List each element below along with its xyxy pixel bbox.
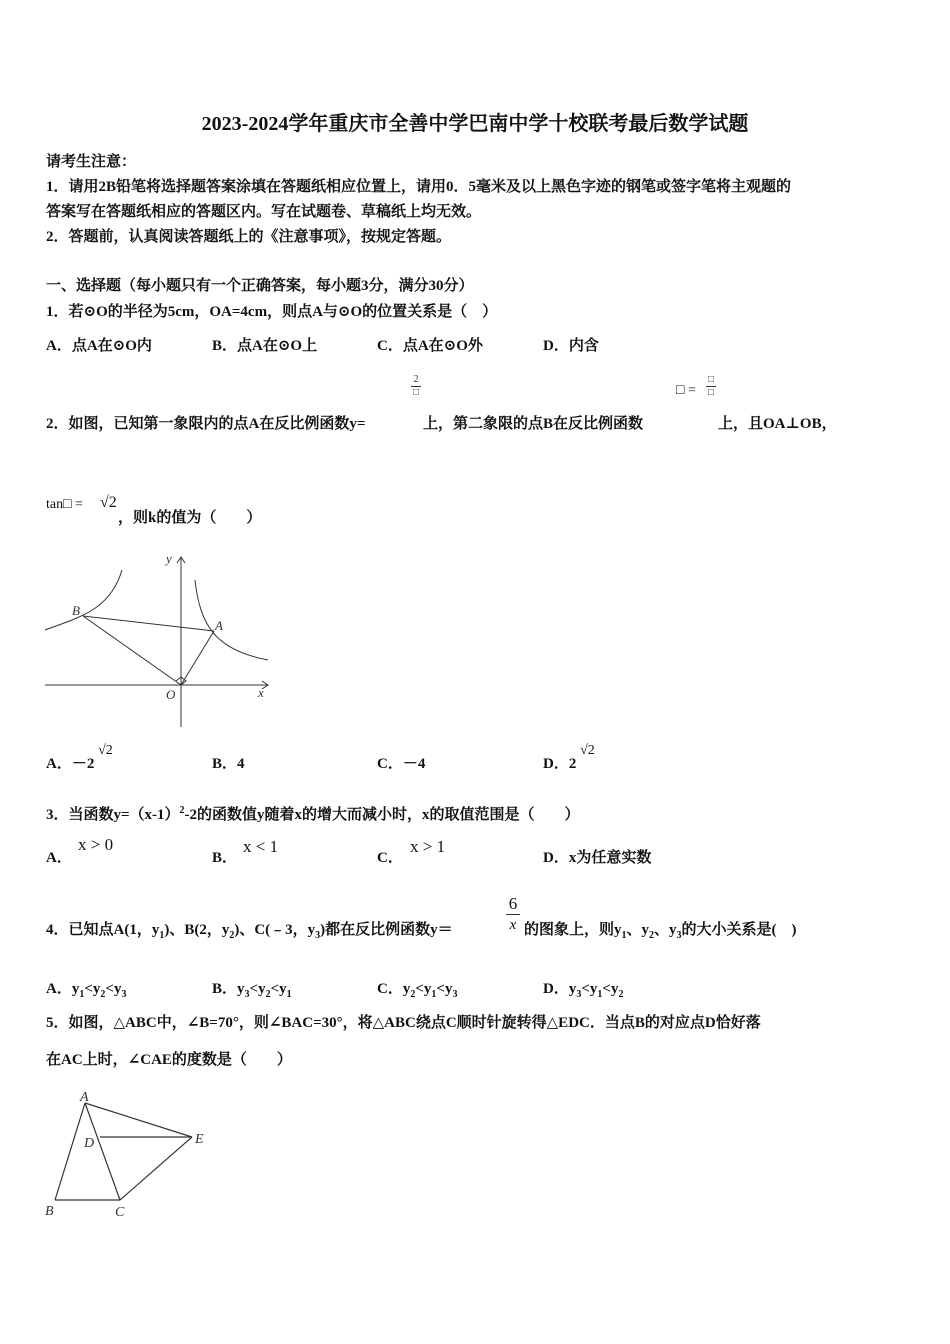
q4-opt-b-lt1: <y — [249, 981, 266, 997]
q3-option-c-label: C． — [377, 850, 403, 866]
q3-stem-b: -2的函数值y随着x的增大而减小时，x的取值范围是（ ） — [184, 807, 580, 823]
q4-text-d: )都在反比例函数y＝ — [320, 922, 453, 938]
q4-opt-c-lt1: <y — [415, 981, 432, 997]
q4-opt-a-lt2: <y — [105, 981, 122, 997]
segment-ob — [83, 616, 181, 685]
q4-text-c: )、C(﹣3，y — [234, 922, 316, 938]
page-title: 2023-2024学年重庆市全善中学巴南中学十校联考最后数学试题 — [201, 113, 749, 135]
q4-option-c — [377, 979, 457, 1005]
q3-option-c-math: x > 1 — [410, 837, 446, 856]
q2-frac1 — [411, 374, 421, 399]
curve-a — [195, 580, 268, 660]
q1-stem: 1．若⊙O的半径为5cm，OA=4cm，则点A与⊙O的位置关系是（ ） — [46, 304, 498, 320]
q2-option-a-sqrt: √2 — [98, 743, 113, 758]
q1-option-b: B．点A在⊙O上 — [212, 338, 318, 354]
q1-option-c: C．点A在⊙O外 — [377, 338, 483, 354]
q4-opt-c-sub2: 1 — [431, 989, 437, 1000]
notice-heading: 请考生注意： — [46, 154, 137, 170]
q4-opt-d-lt2: <y — [602, 981, 619, 997]
segment-ab — [83, 616, 214, 631]
q4-frac-den: x — [509, 917, 517, 933]
q1-option-d: D．内含 — [543, 338, 599, 354]
q2-option-d-label: D．2 — [543, 756, 577, 772]
q4-opt-a-y1: A．y — [46, 981, 80, 997]
q4-text-e: 的图象上，则y — [524, 922, 622, 938]
q2-option-a — [46, 743, 113, 775]
q2-frac2-den: □ — [707, 387, 715, 398]
q2-sqrt: √2 — [100, 494, 117, 511]
q2-stem-c: 上，且OA⊥OB， — [718, 416, 837, 432]
q5-figure — [40, 1085, 220, 1220]
q2-frac1-den: □ — [412, 387, 420, 398]
q4-sub-2: 2 — [229, 930, 235, 941]
segment-ae — [85, 1103, 192, 1137]
q2-figure — [40, 545, 275, 730]
q4-opt-b-sub2: 2 — [265, 989, 271, 1000]
q4-opt-a-sub3: 3 — [121, 989, 127, 1000]
q2-eq2-lhs: □ = — [676, 383, 696, 398]
point-b-label: B — [45, 1204, 54, 1219]
q4-stem-left — [46, 920, 453, 946]
q4-text-a: 4．已知点A(1，y — [46, 922, 160, 938]
q4-option-b — [212, 979, 292, 1005]
q4-option-a — [46, 979, 126, 1005]
point-b-label: B — [72, 603, 80, 618]
q4-opt-c-y1: C．y — [377, 981, 411, 997]
q4-text-h: 的大小关系是( ) — [681, 922, 797, 938]
q4-opt-b-sub1: 3 — [244, 989, 250, 1000]
q4-opt-d-lt1: <y — [581, 981, 598, 997]
q4-text-f: 、y — [626, 922, 650, 938]
point-a-label: A — [80, 1090, 89, 1105]
q4-opt-d-sub3: 2 — [618, 989, 624, 1000]
q4-stem-right — [524, 920, 797, 946]
segment-ac — [85, 1103, 120, 1200]
q2-frac2-num: □ — [707, 374, 715, 385]
q2-option-c: C．－4 — [377, 756, 426, 772]
q4-sub-3: 3 — [315, 930, 321, 941]
q4-opt-c-lt2: <y — [436, 981, 453, 997]
q4-frac-num: 6 — [508, 894, 518, 913]
notice-line-1: 1．请用2B铅笔将选择题答案涂填在答题纸相应位置上，请用0．5毫米及以上黑色字迹的钢笔或签字笔将主观题的 — [46, 179, 792, 195]
q2-frac2 — [706, 374, 716, 399]
q3-exponent: 2 — [179, 805, 185, 816]
q4-sub-2b: 2 — [649, 930, 655, 941]
q5-stem-line-1: 5．如图，△ABC中，∠B=70°，则∠BAC=30°，将△ABC绕点C顺时针旋转得△EDC．当点B的对应点D恰好落 — [46, 1015, 761, 1031]
q2-stem-b: 上，第二象限的点B在反比例函数 — [423, 416, 644, 432]
notice-line-2: 答案写在答题纸相应的答题区内。写在试题卷、草稿纸上均无效。 — [46, 204, 482, 220]
q4-sub-1b: 1 — [621, 930, 627, 941]
q4-opt-d-sub1: 3 — [576, 989, 582, 1000]
q3-option-a-label: A． — [46, 850, 72, 866]
q3-option-b-label: B． — [212, 850, 238, 866]
point-d-label: D — [84, 1136, 95, 1151]
q2-tan-expr: tan□ = — [46, 497, 83, 512]
q4-text-g: 、y — [654, 922, 677, 938]
q4-opt-b-lt2: <y — [270, 981, 287, 997]
q4-opt-a-lt1: <y — [84, 981, 101, 997]
y-label: y — [166, 551, 172, 566]
q2-stem-a: 2．如图，已知第一象限内的点A在反比例函数y= — [46, 416, 366, 432]
segment-oa — [181, 631, 214, 685]
q4-opt-d-sub2: 1 — [597, 989, 603, 1000]
q4-opt-a-sub1: 1 — [79, 989, 85, 1000]
section-heading: 一、选择题（每小题只有一个正确答案，每小题3分，满分30分） — [46, 278, 474, 294]
q2-option-d-sqrt: √2 — [580, 743, 595, 758]
q4-opt-a-sub2: 2 — [100, 989, 106, 1000]
q4-option-d — [543, 979, 623, 1005]
q3-stem — [46, 801, 580, 825]
x-label: x — [258, 685, 264, 700]
q4-opt-b-y1: B．y — [212, 981, 245, 997]
point-a-label: A — [215, 618, 223, 633]
q4-opt-d-y1: D．y — [543, 981, 577, 997]
q4-text-b: )、B(2，y — [164, 922, 230, 938]
q2-stem-d: ，则k的值为（ ） — [118, 510, 262, 526]
q3-option-a-math: x > 0 — [78, 835, 114, 854]
curve-b — [45, 570, 122, 630]
q3-option-b-math: x < 1 — [243, 837, 279, 856]
q1-option-a: A．点A在⊙O内 — [46, 338, 152, 354]
segment-ce — [120, 1137, 192, 1200]
q2-frac1-num: 2 — [413, 374, 419, 385]
q4-opt-c-sub3: 3 — [452, 989, 458, 1000]
q2-option-d — [543, 743, 595, 775]
point-c-label: C — [115, 1205, 125, 1220]
q3-option-d: D．x为任意实数 — [543, 850, 652, 866]
q4-sub-1: 1 — [159, 930, 165, 941]
q3-stem-a: 3．当函数y=（x-1） — [46, 807, 180, 823]
segment-ab — [55, 1103, 85, 1200]
notice-line-3: 2．答题前，认真阅读答题纸上的《注意事项》，按规定答题。 — [46, 229, 452, 245]
q4-opt-b-sub3: 1 — [286, 989, 292, 1000]
origin-label: O — [166, 687, 176, 702]
q2-option-a-label: A．－2 — [46, 756, 95, 772]
q4-opt-c-sub1: 2 — [410, 989, 416, 1000]
q2-option-b: B．4 — [212, 756, 245, 772]
point-e-label: E — [195, 1132, 204, 1147]
q4-fraction — [506, 894, 520, 935]
q4-sub-3b: 3 — [676, 930, 682, 941]
q5-stem-line-2: 在AC上时，∠CAE的度数是（ ） — [46, 1052, 292, 1068]
